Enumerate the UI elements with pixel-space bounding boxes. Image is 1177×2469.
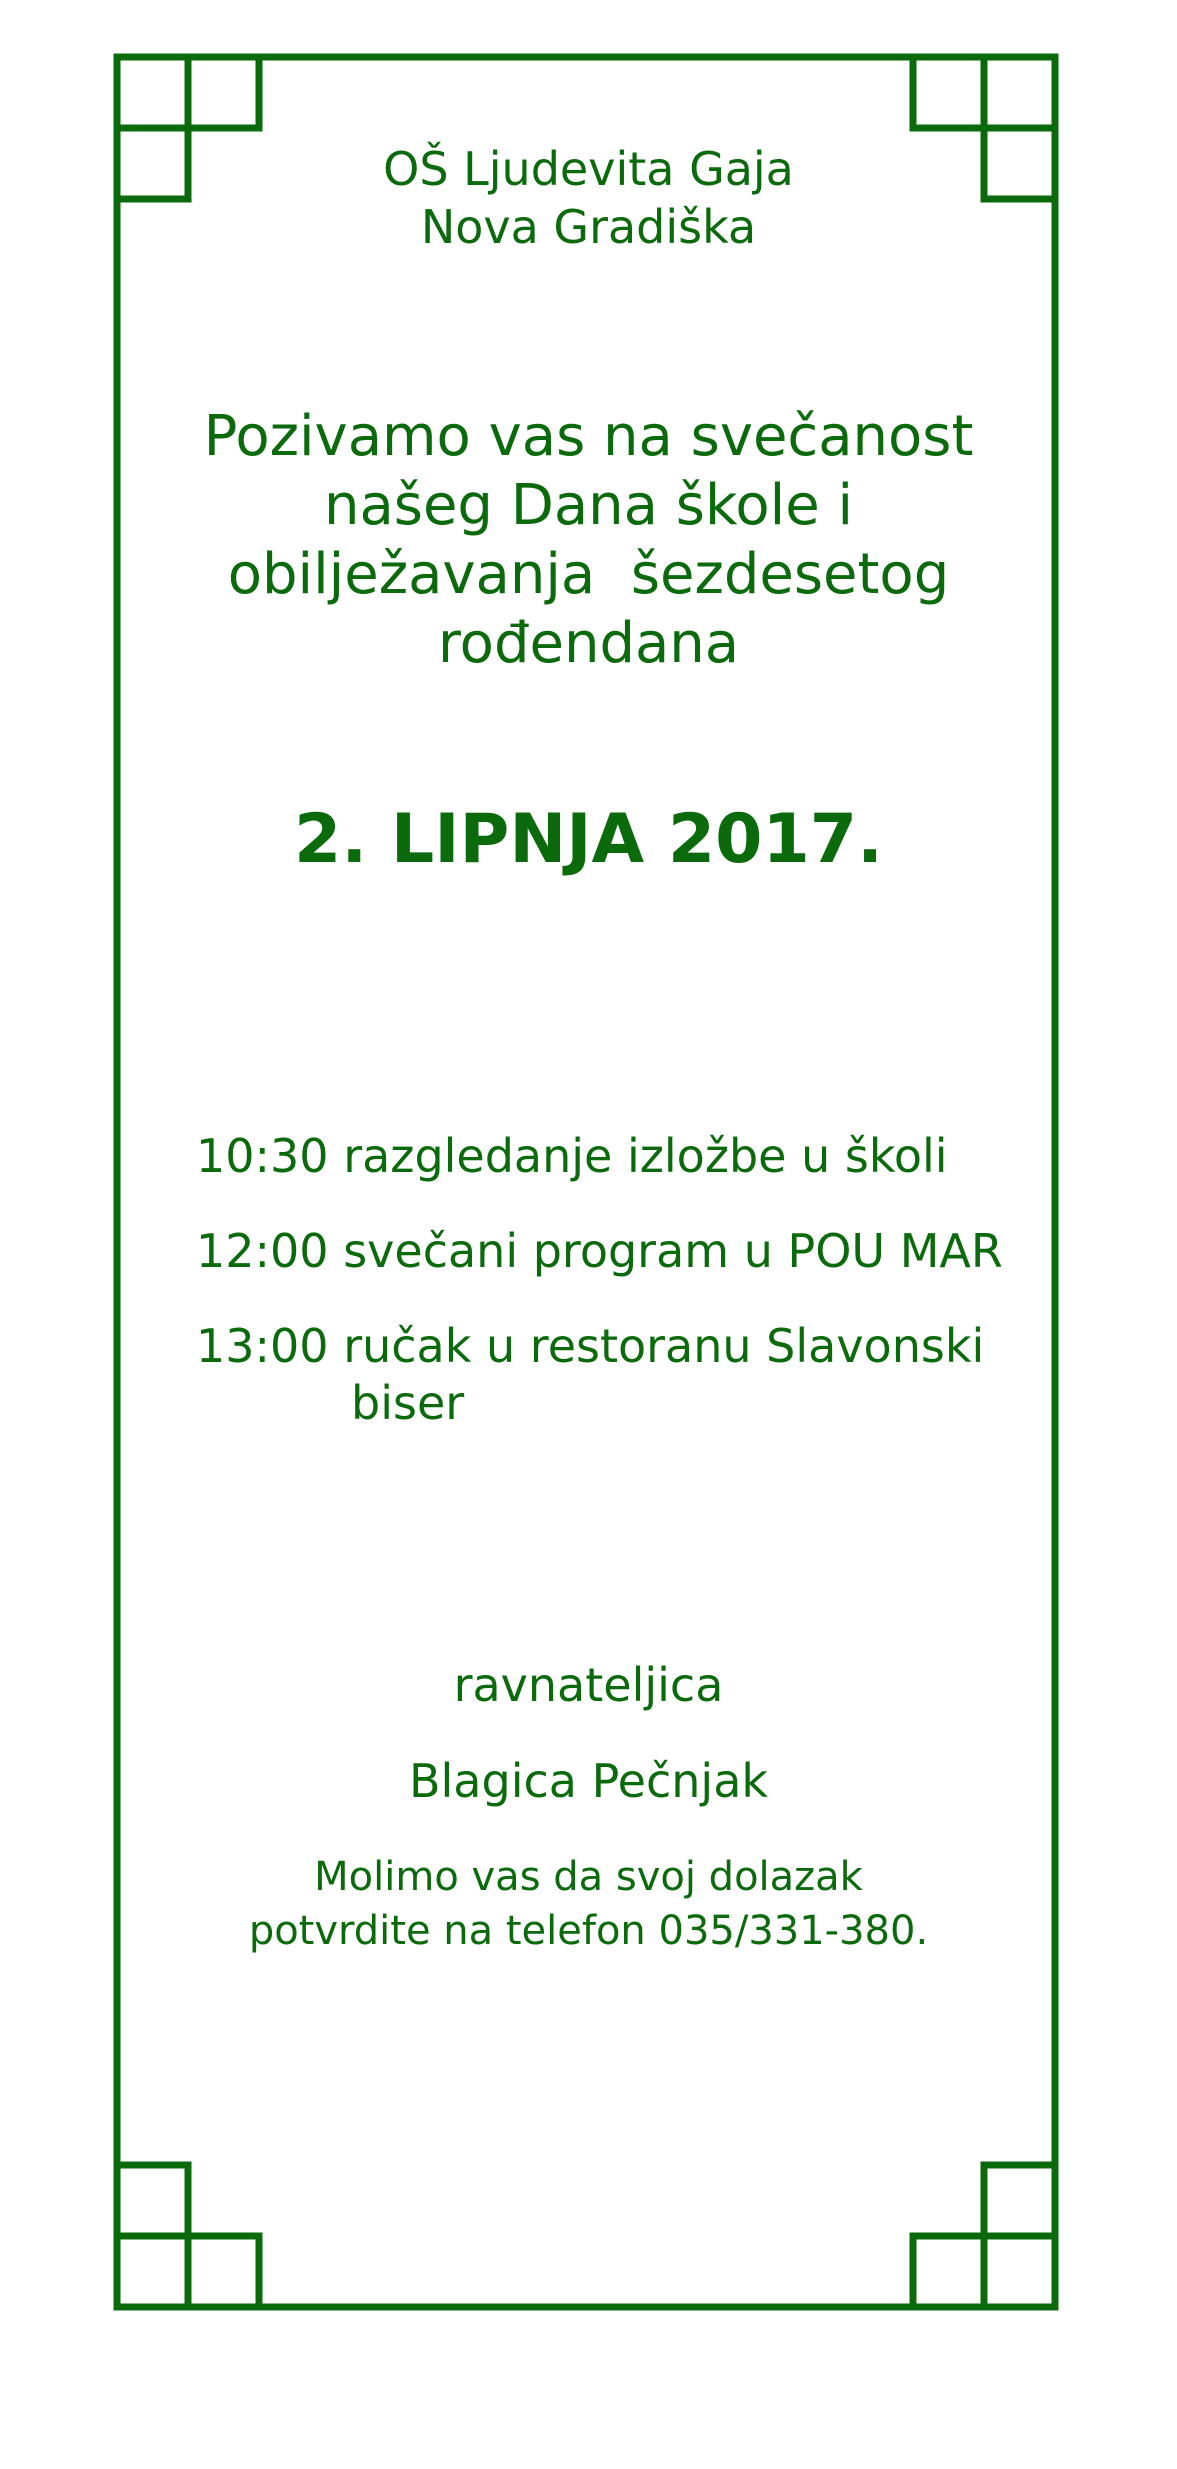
corner-ornament-bottom-right [913, 2165, 1055, 2307]
school-name: OŠ Ljudevita Gaja [383, 142, 794, 196]
school-header [0, 140, 1177, 256]
schedule-text-continuation: biser [351, 1376, 465, 1430]
signature-role: ravnateljica [453, 1658, 724, 1712]
corner-ornament-bottom-left [117, 2165, 259, 2307]
invitation-text [0, 402, 1177, 678]
rsvp-line: potvrdite na telefon 035/331-380. [248, 1908, 929, 1954]
schedule-text: svečani program u POU MAR [343, 1224, 1003, 1278]
school-town: Nova Gradiška [420, 200, 757, 254]
schedule-item [196, 1318, 1003, 1432]
rsvp-note [0, 1850, 1177, 1958]
schedule-text: ručak u restoranu Slavonski [343, 1319, 985, 1373]
rsvp-line: Molimo vas da svoj dolazak [314, 1854, 863, 1900]
invitation-line: obilježavanja šezdesetog [227, 542, 950, 607]
schedule-time: 10:30 [196, 1129, 329, 1183]
event-date: 2. LIPNJA 2017. [294, 800, 883, 879]
schedule-item [196, 1223, 1003, 1280]
invitation-line: rođendana [437, 611, 740, 676]
invitation-line: našeg Dana škole i [323, 473, 854, 538]
program-schedule [196, 1128, 1003, 1470]
schedule-time: 13:00 [196, 1319, 329, 1373]
schedule-text: razgledanje izložbe u školi [343, 1129, 948, 1183]
signature-name: Blagica Pečnjak [408, 1754, 769, 1808]
schedule-time: 12:00 [196, 1224, 329, 1278]
invitation-line: Pozivamo vas na svečanost [203, 404, 974, 469]
schedule-item [196, 1128, 1003, 1185]
